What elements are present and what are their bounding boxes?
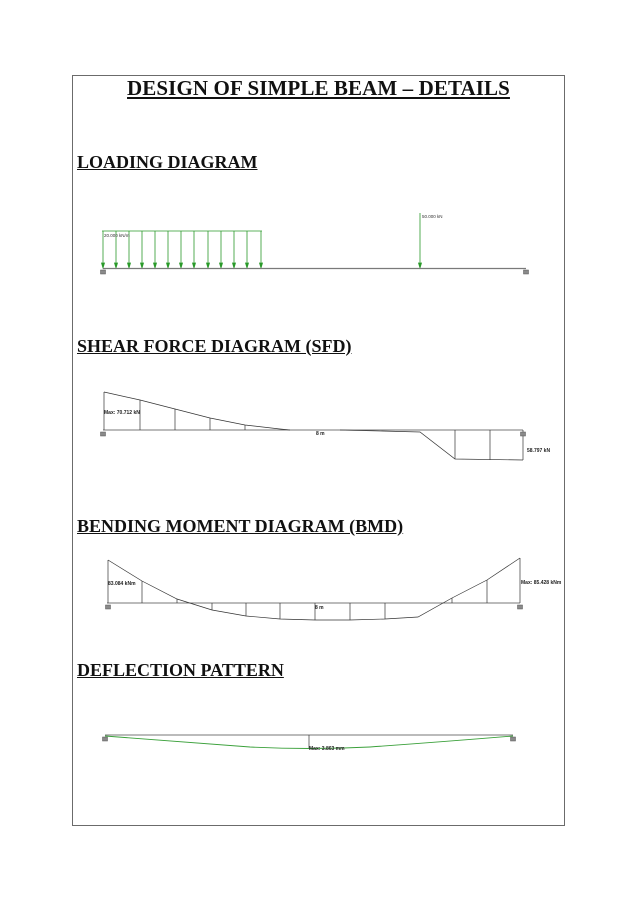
deflection-heading: DEFLECTION PATTERN <box>77 660 284 680</box>
sfd-heading: SHEAR FORCE DIAGRAM (SFD) <box>77 336 352 356</box>
udl-label: 20.000 kN/m <box>104 233 130 238</box>
bmd-zero-label: 8 m <box>315 605 324 611</box>
left-support-icon <box>103 737 108 741</box>
bmd-left-label: 83.084 kNm <box>108 581 136 587</box>
sfd-zero-label: 8 m <box>316 431 325 437</box>
bmd-max-label: Max: 85.428 kNm <box>521 580 562 586</box>
loading-diagram-heading: LOADING DIAGRAM <box>77 152 258 172</box>
right-support-icon <box>511 737 516 741</box>
point-load-label: 50.000 kN <box>422 214 443 219</box>
bmd-heading: BENDING MOMENT DIAGRAM (BMD) <box>77 516 404 536</box>
deflection-max-label: Max: 3.863 mm <box>309 746 345 752</box>
page-title: DESIGN OF SIMPLE BEAM – DETAILS <box>127 76 510 100</box>
sfd-max-label: Max: 70.712 kN <box>104 410 140 416</box>
sfd-min-label: 58.797 kN <box>527 448 551 454</box>
